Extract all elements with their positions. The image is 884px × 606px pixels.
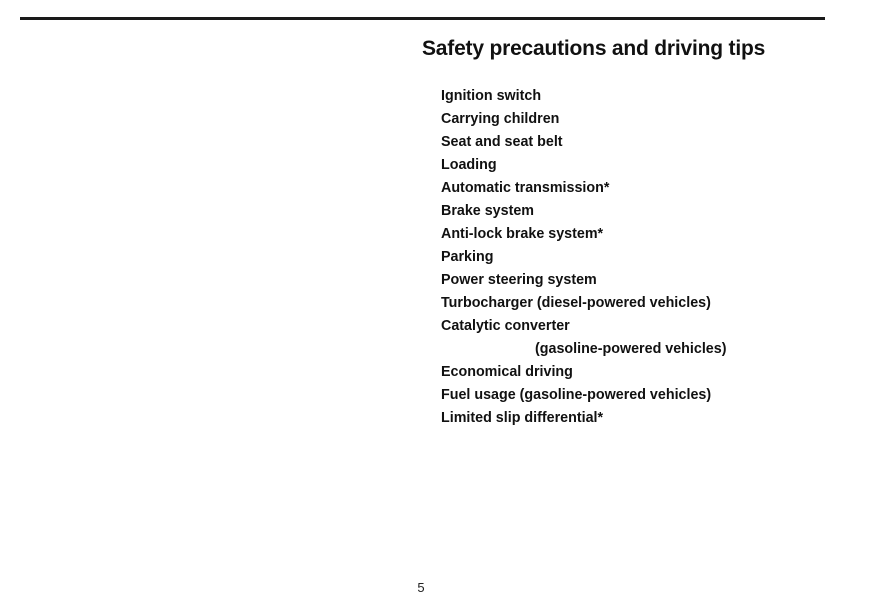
contents-item-power-steering-system: Power steering system	[441, 272, 597, 288]
contents-item-catalytic-converter-continued: (gasoline-powered vehicles)	[535, 341, 727, 357]
contents-item-ignition-switch: Ignition switch	[441, 88, 542, 104]
contents-item-automatic-transmission: Automatic transmission*	[441, 180, 610, 196]
page-number: 5	[417, 580, 425, 595]
top-rule	[20, 17, 825, 20]
contents-item-fuel-usage: Fuel usage (gasoline-powered vehicles)	[441, 387, 712, 403]
contents-item-seat-and-seat-belt: Seat and seat belt	[441, 134, 563, 150]
contents-item-brake-system: Brake system	[441, 203, 534, 219]
contents-list	[441, 87, 726, 432]
contents-item-turbocharger: Turbocharger (diesel-powered vehicles)	[441, 295, 711, 311]
contents-item-anti-lock-brake-system: Anti-lock brake system*	[441, 226, 604, 242]
page-title: Safety precautions and driving tips	[422, 37, 766, 60]
contents-item-limited-slip-differential: Limited slip differential*	[441, 410, 604, 426]
contents-item-catalytic-converter: Catalytic converter	[441, 318, 570, 334]
contents-item-economical-driving: Economical driving	[441, 364, 573, 380]
contents-item-parking: Parking	[441, 249, 494, 265]
contents-item-carrying-children: Carrying children	[441, 111, 560, 127]
contents-item-loading: Loading	[441, 157, 497, 173]
